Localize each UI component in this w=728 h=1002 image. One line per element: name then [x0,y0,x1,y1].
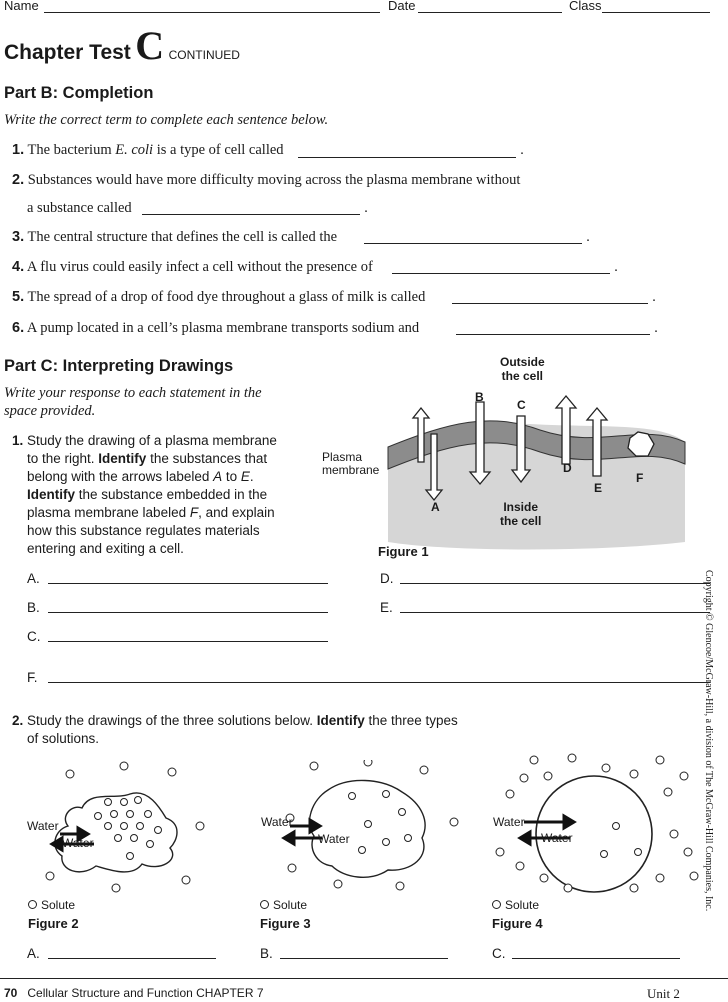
q1-answer-line[interactable] [298,157,516,158]
solute-particle [396,882,404,890]
partB-q1 [12,142,284,159]
fig4-water-in-label: Water [541,831,573,845]
solute-particle [359,847,366,854]
solute-particle [115,835,122,842]
solute-particle [310,762,318,770]
solute-particle [630,884,638,892]
label-c: C [517,398,526,412]
q1-l1: Study the drawing of a plasma membrane [27,433,277,448]
q5-period: . [652,289,657,305]
solute-particle [121,823,128,830]
fig3-water-out-label: Water [261,815,293,829]
solute-particle [288,864,296,872]
q6-period: . [654,320,659,336]
answer-b-line[interactable] [48,612,328,613]
date-label: Date [388,0,416,13]
q1-l3E: E [240,469,250,484]
figure1-caption: Figure 1 [378,544,429,559]
inside-l2: the cell [500,514,542,528]
solute-particle [680,772,688,780]
q3-period: . [586,229,591,245]
solute-particle [182,876,190,884]
q2-l1a: Study the drawings of the three solutions below. [27,713,317,728]
solute-particle [168,768,176,776]
solute-particle [530,756,538,764]
solute-particle [46,872,54,880]
q1-italic: E. coli [115,142,154,158]
class-label: Class [569,0,602,13]
answer-a-line[interactable] [48,583,328,584]
name-label: Name [4,0,39,13]
q2-line2: a substance called [27,200,132,216]
answer-c-label: C. [27,629,41,644]
q1-l5c: , and explain [198,505,275,520]
solute-particle [137,823,144,830]
copyright-notice: Copyright © Glencoe/McGraw-Hill, a division of The McGraw-Hill Companies, Inc. [703,570,714,912]
answer-b-label: B. [27,600,40,615]
page-title [4,22,240,69]
q-number: 1. [12,433,24,448]
partB-q3 [12,229,337,246]
q1-pre: The bacterium [27,142,116,158]
q-number: 2. [12,172,25,188]
q-number: 5. [12,289,25,305]
q1-l3a: belong with the arrows labeled [27,469,214,484]
q2-line1: Substances would have more difficulty moving across the plasma membrane without [27,172,521,188]
answer2-b-label: B. [260,946,273,961]
q1-l5a: plasma membrane labeled [27,505,190,520]
q3-text: The central structure that defines the cell is called the [27,229,338,245]
fig3-water-in-label: Water [318,832,350,846]
answer-d-label: D. [380,571,394,586]
page-number: 70 [4,986,18,1000]
solute-label: Solute [505,898,540,912]
class-line[interactable] [602,12,710,13]
plasma-l1: Plasma [322,450,363,464]
partC-q2 [12,712,458,748]
answer-d-line[interactable] [400,583,710,584]
solute-particle [111,811,118,818]
solute-particle [656,756,664,764]
outside-l1: Outside [500,355,545,369]
solute-particle [602,764,610,772]
footer-rule [0,978,728,979]
fig4-water-out-label: Water [493,815,525,829]
answer2-a-label: A. [27,946,40,961]
q2-l1b: Identify [316,713,365,728]
cell-outline [310,780,425,877]
solute-particle [127,853,134,860]
q2-l1c: the three types [364,713,458,728]
q-number: 2. [12,713,24,728]
partC-heading: Part C: Interpreting Drawings [4,357,234,375]
solute-particle [112,884,120,892]
fig2-water-in-label: Water [62,836,94,850]
solute-particle [145,811,152,818]
arrow-head [284,832,294,844]
solute-label: Solute [41,898,76,912]
q-number: 3. [12,229,25,245]
q5-text: The spread of a drop of food dye throughout a glass of milk is called [27,289,426,305]
answer-f-label: F. [27,670,38,685]
solute-particle [105,799,112,806]
solute-particle [664,788,672,796]
q2-l2: of solutions. [27,731,100,746]
solute-particle [684,848,692,856]
solute-particle [121,799,128,806]
solute-particle [349,793,356,800]
q1-l4b: Identify [27,487,76,502]
solute-particle [516,862,524,870]
fig4-solute-legend [492,898,539,912]
name-line[interactable] [44,12,380,13]
q4-text: A flu virus could easily infect a cell without the presence of [26,259,373,275]
solute-circle-icon [260,900,269,909]
answer2-a-line[interactable] [48,958,216,959]
q6-answer-line[interactable] [456,334,650,335]
partB-heading: Part B: Completion [4,84,154,102]
solute-particle [120,762,128,770]
outside-label [500,355,545,383]
partB-q4 [12,259,373,276]
solute-particle [383,791,390,798]
solute-particle [135,797,142,804]
q1-l7: entering and exiting a cell. [27,541,184,556]
figure2-caption: Figure 2 [28,916,79,931]
solute-particle [66,770,74,778]
title-main: Chapter Test [4,41,131,64]
solute-particle [450,818,458,826]
label-a: A [431,500,440,514]
plasma-l2: membrane [322,463,380,477]
q1-post: is a type of cell called [153,142,284,158]
q5-answer-line[interactable] [452,303,648,304]
q1-l2c: the substances that [146,451,268,466]
solute-particle [635,849,642,856]
fig3-solute-legend [260,898,307,912]
solute-particle [95,813,102,820]
label-e: E [594,481,603,495]
solute-circle-icon [492,900,501,909]
fig2-water-out-label: Water [27,819,59,833]
solute-particle [196,822,204,830]
label-b: B [475,390,484,404]
footer-unit: Unit 2 [647,986,680,1001]
outside-l2: the cell [501,369,544,383]
solute-particle [105,823,112,830]
q1-l2: to the right. [27,451,99,466]
solute-particle [420,766,428,774]
q1-l3to: to [222,469,241,484]
answer2-c-line[interactable] [512,958,680,959]
solute-particle [334,880,342,888]
figure3-solution [252,760,472,900]
plasma-membrane-label [322,451,379,477]
solute-particle [364,760,372,766]
label-f: F [636,471,644,485]
solute-particle [131,835,138,842]
solute-particle [506,790,514,798]
solute-particle [564,884,572,892]
partC-instruction-2: space provided. [4,403,96,419]
q1-l2b: Identify [98,451,147,466]
solute-particle [544,772,552,780]
figure4-caption: Figure 4 [492,916,543,931]
inside-l1: Inside [503,500,539,514]
answer-e-label: E. [380,600,393,615]
solute-circle-icon [28,900,37,909]
q1-l3end: . [249,469,254,484]
q-number: 1. [12,142,25,158]
solute-particle [405,835,412,842]
solute-particle [601,851,608,858]
q-number: 4. [12,259,25,275]
answer2-b-line[interactable] [280,958,448,959]
footer-chapter: CHAPTER 7 [196,986,264,1000]
solute-particle [496,848,504,856]
q6-text: A pump located in a cell’s plasma membrane transports sodium and [26,320,420,336]
date-line[interactable] [418,12,562,13]
solute-label: Solute [273,898,308,912]
title-continued: CONTINUED [168,48,240,62]
answer2-c-label: C. [492,946,506,961]
answer-c-line[interactable] [48,641,328,642]
footer-text: Cellular Structure and Function [27,986,193,1000]
q1-l3A: A [213,469,223,484]
q1-l5F: F [189,505,199,520]
solute-particle [568,754,576,762]
arrow-head [52,838,62,850]
inside-label [500,500,541,528]
title-letter: C [135,23,165,68]
q1-l6: how this substance regulates materials [27,523,260,538]
q1-period: . [520,142,525,158]
solute-particle [656,874,664,882]
partB-q2 [12,172,520,189]
solute-particle [613,823,620,830]
q2-answer-line[interactable] [142,214,360,215]
footer [4,986,264,1000]
answer-f-line[interactable] [48,682,710,683]
solute-particle [540,874,548,882]
solute-particle [365,821,372,828]
q4-answer-line[interactable] [392,273,610,274]
solute-particle [383,839,390,846]
q4-period: . [614,259,619,275]
fig2-solute-legend [28,898,75,912]
partB-q5 [12,289,425,306]
partC-instruction-1: Write your response to each statement in the [4,385,262,401]
partB-q6 [12,320,419,337]
figure3-caption: Figure 3 [260,916,311,931]
solute-particle [670,830,678,838]
solute-particle [630,770,638,778]
solute-particle [127,811,134,818]
label-d: D [563,461,572,475]
partB-instruction: Write the correct term to complete each sentence below. [4,112,329,128]
solute-particle [520,774,528,782]
solute-particle [399,809,406,816]
q3-answer-line[interactable] [364,243,582,244]
partC-q1 [12,432,277,558]
q1-l4c: the substance embedded in the [75,487,268,502]
q2-period: . [364,200,369,216]
arrow-head [520,832,530,844]
solute-particle [147,841,154,848]
solute-particle [155,827,162,834]
q-number: 6. [12,320,25,336]
solute-particle [690,872,698,880]
answer-a-label: A. [27,571,40,586]
answer-e-line[interactable] [400,612,710,613]
